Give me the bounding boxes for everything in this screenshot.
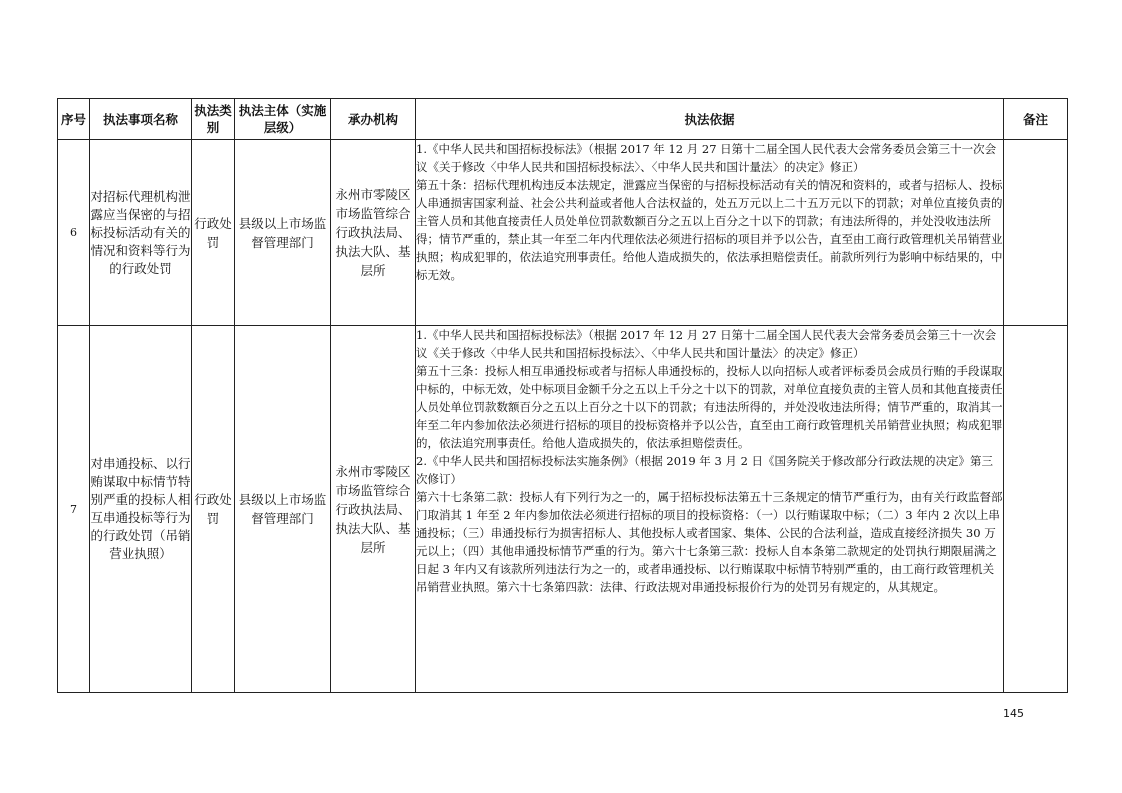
row-basis	[416, 326, 1004, 693]
table-header-row	[58, 99, 1068, 140]
basis-paragraph: 1.《中华人民共和国招标投标法》（根据 2017 年 12 月 27 日第十二届全国人民代表大会常务委员会第三十一次会议《关于修改〈中华人民共和国招标投标法〉、〈中华人民共和国计量法〉的决定》修正）	[416, 328, 997, 360]
row-organ: 永州市零陵区市场监管综合行政执法局、执法大队、基层所	[331, 326, 416, 693]
basis-paragraph: 第五十条：招标代理机构违反本法规定，泄露应当保密的与招标投标活动有关的情况和资料的，或者与招标人、投标人串通损害国家利益、社会公共利益或者他人合法权益的，处五万元以上二十五万元以下的罚款；对单位直接负责的主管人员和其他直接责任人员处单位罚款数额百分之五以上百分之十以下的罚款；有违法所得的，并处没收违法所得；情节严重的，禁止其一年至二年内代理依法必须进行招标的项目并予以公告，直至由工商行政管理机关吊销营业执照；构成犯罪的，依法追究刑事责任。给他人造成损失的，依法承担赔偿责任。前款所列行为影响中标结果的，中标无效。	[416, 178, 1003, 282]
header-remark: 备注	[1004, 99, 1068, 140]
header-subject: 执法主体（实施层级）	[235, 99, 331, 140]
row-organ: 永州市零陵区市场监管综合行政执法局、执法大队、基层所	[331, 140, 416, 326]
table-row	[58, 140, 1068, 326]
row-remark	[1004, 326, 1068, 693]
row-category: 行政处罚	[192, 326, 235, 693]
row-item-name: 对串通投标、以行贿谋取中标情节特别严重的投标人相互串通投标等行为的行政处罚（吊销营业执照）	[90, 326, 192, 693]
row-basis	[416, 140, 1004, 326]
row-seq: 7	[58, 326, 90, 693]
row-category: 行政处罚	[192, 140, 235, 326]
basis-paragraph: 第六十七条第二款：投标人有下列行为之一的，属于招标投标法第五十三条规定的情节严重行为，由有关行政监督部门取消其 1 年至 2 年内参加依法必须进行招标的项目的投标资格：（一）以行贿谋取中标；（二）3 年内 2 次以上串通投标；（三）串通投标行为损害招标人、其他投标人或者国家、集体、公民的合法利益，造成直接经济损失 30 万元以上；（四）其他串通投标情节严重的行为。第六十七条第三款：投标人自本条第二款规定的处罚执行期限届满之日起 3 年内又有该款所列违法行为之一的，或者串通投标、以行贿谋取中标情节特别严重的，由工商行政管理机关吊销营业执照。第六十七条第四款：法律、行政法规对串通投标报价行为的处罚另有规定的，从其规定。	[416, 490, 1003, 594]
header-seq: 序号	[58, 99, 90, 140]
header-category: 执法类别	[192, 99, 235, 140]
row-seq: 6	[58, 140, 90, 326]
basis-paragraph: 1.《中华人民共和国招标投标法》（根据 2017 年 12 月 27 日第十二届全国人民代表大会常务委员会第三十一次会议《关于修改〈中华人民共和国招标投标法〉、〈中华人民共和国计量法〉的决定》修正）	[416, 142, 997, 174]
header-item-name: 执法事项名称	[90, 99, 192, 140]
table-row	[58, 326, 1068, 693]
basis-paragraph: 2.《中华人民共和国招标投标法实施条例》（根据 2019 年 3 月 2 日《国务院关于修改部分行政法规的决定》第三次修订）	[416, 454, 994, 486]
header-basis: 执法依据	[416, 99, 1004, 140]
basis-paragraph: 第五十三条：投标人相互串通投标或者与招标人串通投标的，投标人以向招标人或者评标委员会成员行贿的手段谋取中标的，中标无效，处中标项目金额千分之五以上千分之十以下的罚款，对单位直接负责的主管人员和其他直接责任人员处单位罚款数额百分之五以上百分之十以下的罚款；有违法所得的，并处没收违法所得；情节严重的，取消其一年至二年内参加依法必须进行招标的项目的投标资格并予以公告，直至由工商行政管理机关吊销营业执照；构成犯罪的，依法追究刑事责任。给他人造成损失的，依法承担赔偿责任。	[416, 364, 1003, 450]
row-subject: 县级以上市场监督管理部门	[235, 326, 331, 693]
row-item-name: 对招标代理机构泄露应当保密的与招标投标活动有关的情况和资料等行为的行政处罚	[90, 140, 192, 326]
enforcement-table	[57, 98, 1068, 693]
row-remark	[1004, 140, 1068, 326]
page-number: 145	[1003, 707, 1024, 720]
row-subject: 县级以上市场监督管理部门	[235, 140, 331, 326]
header-organ: 承办机构	[331, 99, 416, 140]
